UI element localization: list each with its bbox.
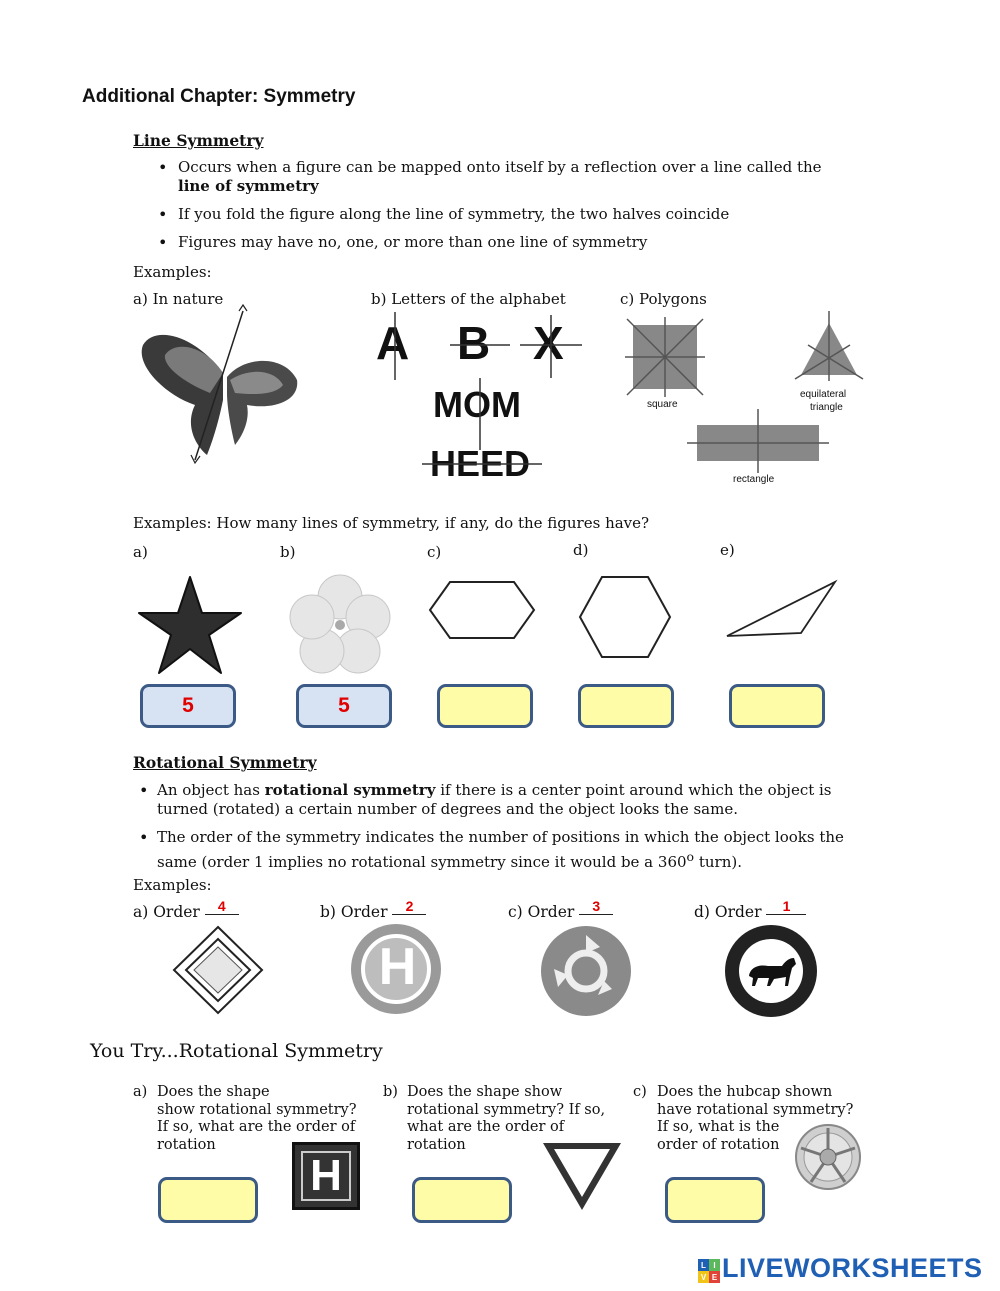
rectangle-label: rectangle	[733, 474, 775, 485]
you-try-heading: You Try...Rotational Symmetry	[90, 1040, 383, 1062]
h-square-sign	[292, 1142, 360, 1210]
fig-label-e: e)	[720, 541, 735, 559]
you-try-answer-c[interactable]	[665, 1177, 765, 1223]
hexagon-wide-image	[428, 580, 538, 640]
question-line: what are the order of	[407, 1119, 565, 1135]
order-label: b) Order	[320, 903, 388, 921]
letter-symmetry-lines	[370, 310, 590, 485]
question-line: rotational symmetry? If so,	[407, 1101, 606, 1118]
liveworksheets-logo-text[interactable]: LIVEWORKSHEETS	[722, 1253, 983, 1283]
question-line: Does the shape	[157, 1084, 270, 1100]
question-line: order of rotation	[657, 1136, 780, 1153]
word-mom: MOM	[433, 384, 521, 425]
rotational-symmetry-heading: Rotational Symmetry	[133, 753, 317, 772]
h-square-letter: H	[301, 1151, 351, 1201]
bullet-text: if there is a center point around which the object is turned (rotated) a certain number of degrees and the object looks the same.	[157, 781, 832, 818]
you-try-b-label: b)	[383, 1084, 398, 1100]
bullet-text: The order of the symmetry indicates the number of positions in which the object looks the same (order 1 implies no rotational symmetry since it would be a 360	[157, 828, 844, 871]
order-answer-a[interactable]: 4	[205, 898, 239, 915]
fig-label-d: d)	[573, 541, 589, 559]
rotational-examples-label: Examples:	[133, 876, 212, 894]
answer-box-b[interactable]: 5	[296, 684, 392, 728]
logo-cell: V	[698, 1271, 709, 1283]
answer-box-a[interactable]: 5	[140, 684, 236, 728]
bullet-item	[152, 233, 882, 252]
rotational-bullets	[133, 781, 868, 881]
bullet-text: Occurs when a figure can be mapped onto itself by a reflection over a line called the	[178, 158, 822, 176]
fig-label-c: c)	[427, 543, 442, 561]
question-line: have rotational symmetry?	[657, 1101, 854, 1118]
bullet-item	[133, 781, 868, 819]
question-line: If so, what are the order of	[157, 1119, 356, 1135]
square-label: square	[647, 399, 678, 410]
answer-box-d[interactable]	[578, 684, 674, 728]
bullet-text: Figures may have no, one, or more than one line of symmetry	[178, 233, 648, 251]
order-label: d) Order	[694, 903, 762, 921]
fig-label-b: b)	[280, 543, 296, 561]
line-symmetry-bullets	[152, 158, 882, 261]
order-label: a) Order	[133, 903, 200, 921]
order-d	[694, 898, 806, 921]
order-label: c) Order	[508, 903, 575, 921]
triangle-label-1: equilateral	[800, 389, 847, 400]
letter-a: A	[376, 317, 410, 369]
letter-x: X	[533, 317, 564, 369]
example-a-label: a) In nature	[133, 290, 224, 308]
diamond-sign-image	[172, 925, 267, 1015]
bullet-item	[133, 828, 868, 872]
flower-image	[288, 573, 393, 678]
you-try-a-label: a)	[133, 1084, 148, 1100]
bullet-item	[152, 158, 882, 196]
hubcap-image	[795, 1122, 863, 1192]
question-line: Does the shape show	[407, 1084, 563, 1100]
starfish-image	[135, 575, 245, 680]
triangle-scalene-image	[725, 578, 840, 638]
bullet-text: If you fold the figure along the line of symmetry, the two halves coincide	[178, 205, 730, 223]
order-answer-b[interactable]: 2	[392, 898, 426, 915]
you-try-answer-b[interactable]	[412, 1177, 512, 1223]
page-title: Additional Chapter: Symmetry	[82, 86, 356, 107]
bullet-item	[152, 205, 882, 224]
order-answer-c[interactable]: 3	[579, 898, 613, 915]
example-c-label: c) Polygons	[620, 290, 707, 308]
fig-label-a: a)	[133, 543, 148, 561]
examples-label: Examples:	[133, 263, 212, 281]
answer-box-c[interactable]	[437, 684, 533, 728]
question-line: If so, what is the	[657, 1119, 780, 1135]
bullet-text: An object has	[157, 781, 260, 799]
bullet-bold: line of symmetry	[178, 177, 319, 195]
order-answer-d[interactable]: 1	[766, 898, 806, 915]
no-horse-sign-image	[724, 924, 819, 1018]
degree-sup: o	[686, 849, 695, 864]
liveworksheets-logo-icon	[698, 1259, 720, 1283]
hexagon-regular-image	[578, 575, 673, 660]
butterfly-image	[135, 305, 305, 470]
logo-cell: L	[698, 1259, 709, 1271]
letter-b: B	[457, 317, 491, 369]
order-c	[508, 898, 613, 921]
h-circle-letter: H	[378, 938, 417, 996]
question-line: rotation	[157, 1136, 216, 1153]
logo-cell: E	[709, 1271, 720, 1283]
you-try-c-label: c)	[633, 1084, 647, 1100]
bullet-bold: rotational symmetry	[264, 781, 436, 799]
line-symmetry-heading: Line Symmetry	[133, 131, 264, 150]
bullet-text: turn).	[694, 853, 742, 871]
order-a	[133, 898, 239, 921]
answer-box-e[interactable]	[729, 684, 825, 728]
yield-triangle-image	[540, 1140, 625, 1215]
question-line: rotation	[407, 1136, 466, 1153]
you-try-answer-a[interactable]	[158, 1177, 258, 1223]
order-b	[320, 898, 426, 921]
roundabout-sign-image	[540, 925, 635, 1017]
question-line: show rotational symmetry?	[157, 1101, 357, 1118]
logo-cell: I	[709, 1259, 720, 1271]
example-b-label: b) Letters of the alphabet	[371, 290, 566, 308]
question-line: Does the hubcap shown	[657, 1084, 833, 1100]
word-heed: HEED	[430, 443, 531, 484]
triangle-label-2: triangle	[810, 402, 843, 413]
how-many-prompt: Examples: How many lines of symmetry, if any, do the figures have?	[133, 514, 650, 532]
